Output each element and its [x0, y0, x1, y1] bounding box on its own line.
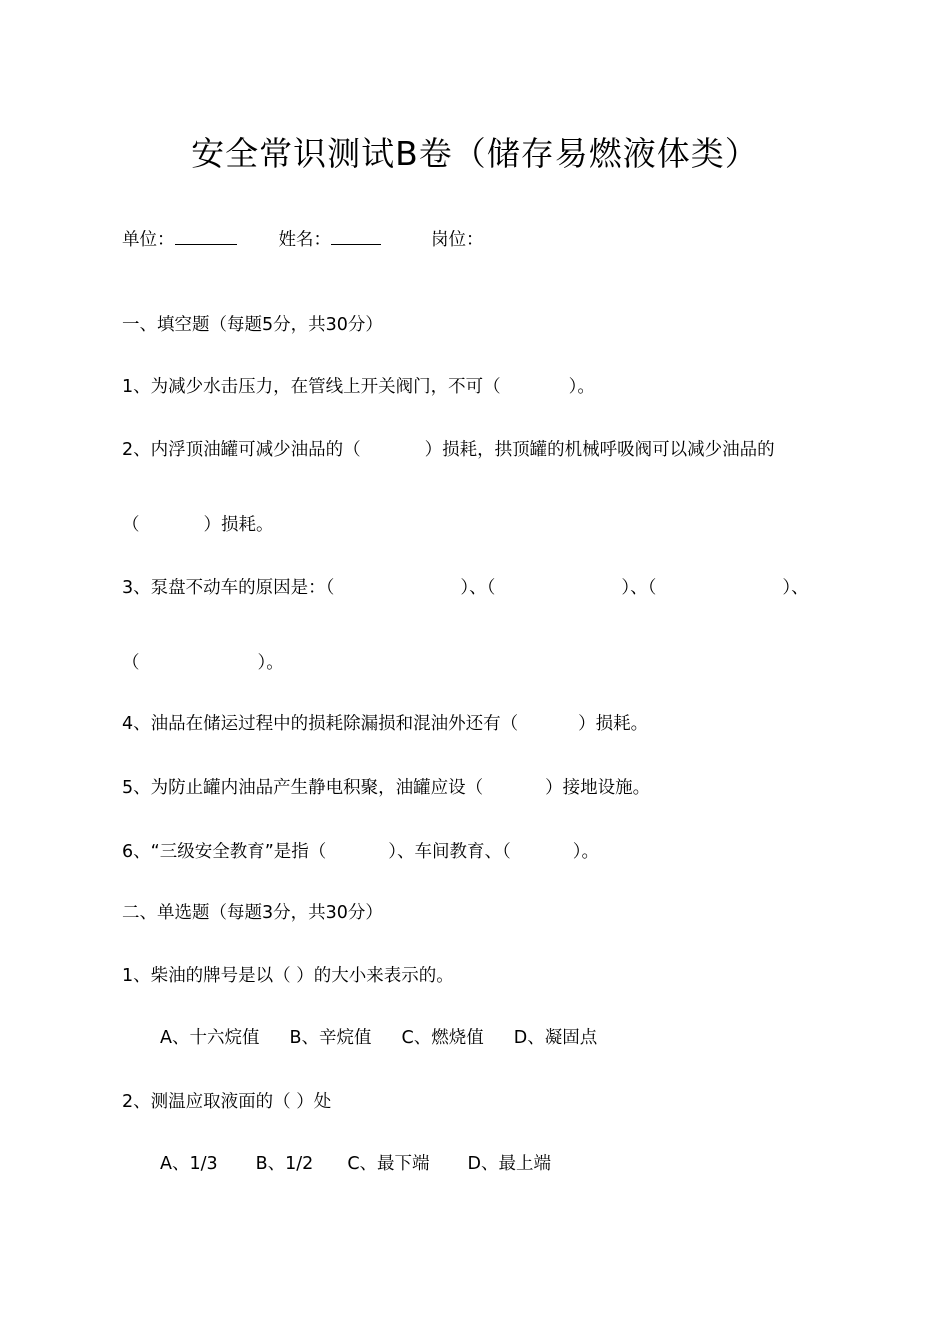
s2-q1-stem: 1、柴油的牌号是以（ ）的大小来表示的。	[122, 966, 454, 986]
s2-q1-option-c[interactable]: C、燃烧值	[401, 1028, 484, 1048]
unit-label: 单位：	[122, 230, 175, 250]
s1-q6: 6、“三级安全教育”是指（ ）、车间教育、（ ）。	[122, 842, 600, 862]
section2-heading: 二、单选题（每题3分，共30分）	[122, 903, 383, 923]
post-label: 岗位：	[431, 230, 484, 250]
s2-q2-option-d[interactable]: D、最上端	[467, 1154, 552, 1174]
page-title: 安全常识测试B卷（储存易燃液体类）	[191, 134, 759, 173]
s1-q2-line2: （ ）损耗。	[122, 515, 274, 535]
s1-q2-line1: 2、内浮顶油罐可减少油品的（ ）损耗，拱顶罐的机械呼吸阀可以减少油品的	[122, 440, 775, 460]
s2-q1-option-a[interactable]: A、十六烷值	[160, 1028, 260, 1048]
header-fields	[122, 226, 484, 252]
s2-q2-option-c[interactable]: C、最下端	[347, 1154, 430, 1174]
s1-q5: 5、为防止罐内油品产生静电积聚，油罐应设（ ）接地设施。	[122, 778, 651, 798]
s2-q2-options	[160, 1152, 581, 1176]
name-label: 姓名：	[278, 230, 331, 250]
s1-q1: 1、为减少水击压力，在管线上开关阀门，不可（ ）。	[122, 377, 595, 397]
s2-q1-options	[160, 1026, 627, 1050]
s2-q1-option-d[interactable]: D、凝固点	[513, 1028, 598, 1048]
s1-q3-line1: 3、泵盘不动车的原因是：（ ）、（ ）、（ ）、	[122, 578, 809, 598]
s2-q2-stem: 2、测温应取液面的（ ）处	[122, 1092, 332, 1112]
s1-q4: 4、油品在储运过程中的损耗除漏损和混油外还有（ ）损耗。	[122, 714, 649, 734]
section1-heading: 一、填空题（每题5分，共30分）	[122, 315, 383, 335]
s2-q2-option-a[interactable]: A、1/3	[160, 1154, 218, 1174]
s2-q1-option-b[interactable]: B、辛烷值	[289, 1028, 372, 1048]
s2-q2-option-b[interactable]: B、1/2	[255, 1154, 314, 1174]
unit-blank[interactable]	[175, 226, 237, 245]
name-blank[interactable]	[331, 226, 381, 245]
s1-q3-line2: （ ）。	[122, 653, 284, 673]
